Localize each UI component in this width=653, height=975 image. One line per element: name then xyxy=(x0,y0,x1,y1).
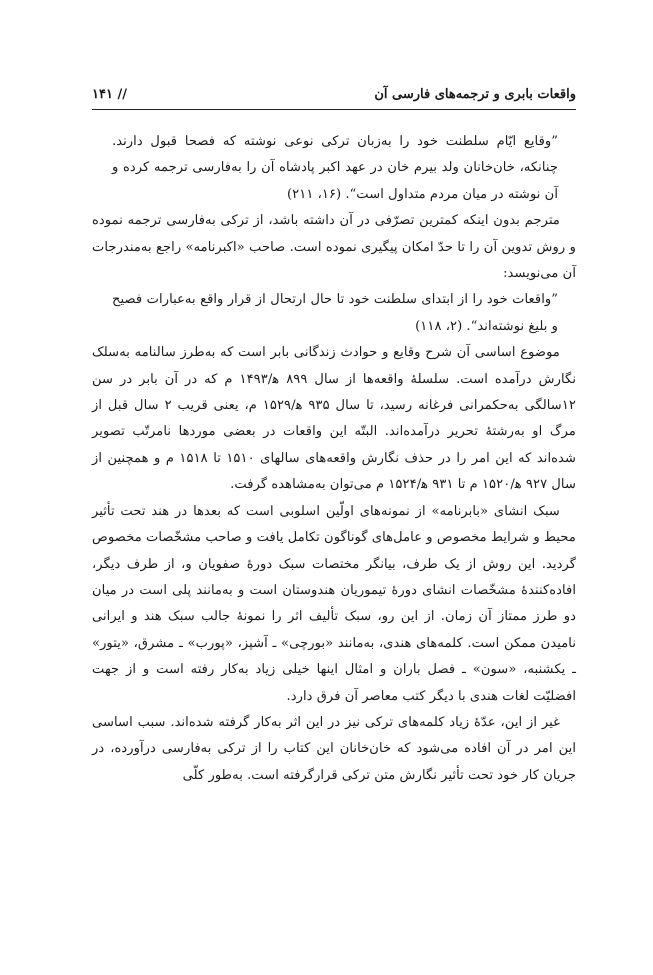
page-number: // ۱۴۱ xyxy=(92,86,127,102)
header-rule xyxy=(92,109,576,110)
quote-paragraph-2: ”واقعات خود را از ابتدای سلطنت خود تا حال ارتحال از قرار واقع به‌عبارات فصیح و بلیغ نوشته‌اند“. (۲، ۱۱۸) xyxy=(112,292,558,334)
paragraph-1: مترجم بدون اینکه کمترین تصرّفی در آن داشته باشد، از ترکی به‌فارسی ترجمه نموده و روش تدوین آن را تا حدّ امکان پیگیری نموده است. صاحب «اکبرنامه» راجع به‌مندرجات آن می‌نویسد: xyxy=(92,213,576,282)
paragraph-2: موضوع اساسی آن شرح وقایع و حوادث زندگانی بابر است که به‌طرز سالنامه به‌سلک نگارش درآمده است. سلسلهٔ واقعه‌ها از سال ۸۹۹ ه‍/۱۴۹۳ م که در آن بابر در سن ۱۲سالگی به‌حکمرانی فرغانه رسید، تا سال ۹۳۵ ه‍/۱۵۲۹ م، یعنی قریب ۲ سال قبل از مرگ او به‌رشتهٔ تحریر درآمده‌اند. البتّه این واقعات در بعضی موردها نامرتّب تصویر شده‌اند که این امر را در حذف نگارش واقعه‌های سالهای ۱۵۱۰ تا ۱۵۱۸ م و همچنین از سال ۹۲۷ ه‍/۱۵۲۰ م تا ۹۳۱ ه‍/۱۵۲۴ م می‌توان به‌مشاهده گرفت. xyxy=(92,345,577,493)
body-text xyxy=(92,129,576,789)
quote-paragraph-1: ”وقایع ایّام سلطنت خود را به‌زبان ترکی نوعی نوشته که فصحا قبول دارند. چنانکه، خان‌خانان ولد بیرم خان در عهد اکبر پادشاه آن را به‌فارسی ترجمه کرده و آن نوشته در میان مردم متداول است“. (۱۶، ۲۱۱) xyxy=(112,134,558,202)
paragraph-3: سبک انشای «بابرنامه» از نمونه‌های اولّین اسلوبی است که بعدها در هند تحت تأثیر محیط و شرایط مخصوص و عامل‌های گوناگون تکامل یافت و صاحب مشخّصات مخصوص گردید. این روش از یک طرف، بیانگر مختصات سبک دورهٔ صفویان و، از طرف دیگر، افاده‌کنندهٔ مشخّصات انشای دورهٔ تیموریان هندوستان است و به‌مانند پلی است در میان دو طرز ممتاز آن زمان. از این رو، سبک تألیف اثر را نمونهٔ جالب سبک هند و ایرانی نامیدن ممکن است. کلمه‌های هندی، به‌مانند «بورچی» ـ آشپز، «پورب» ـ مشرق، «یتور» ـ یکشنبه، «سون» ـ فصل باران و امثال اینها خیلی زیاد به‌کار رفته است و از جهت افضلیّت لغات هندی با دیگر کتب معاصر آن فرق دارد. xyxy=(92,503,576,704)
paragraph-4: غیر از این، عدّهٔ زیاد کلمه‌های ترکی نیز در این اثر به‌کار گرفته شده‌اند. سبب اساسی این امر در آن افاده می‌شود که خان‌خانان این کتاب را از ترکی به‌فارسی درآورده، در جریان کار خود تحت تأثیر نگارش متن ترکی قرارگرفته است. به‌طور کلّی xyxy=(92,714,576,783)
running-head-title: واقعات بابری و ترجمه‌های فارسی آن xyxy=(374,86,576,102)
running-head xyxy=(92,84,576,104)
